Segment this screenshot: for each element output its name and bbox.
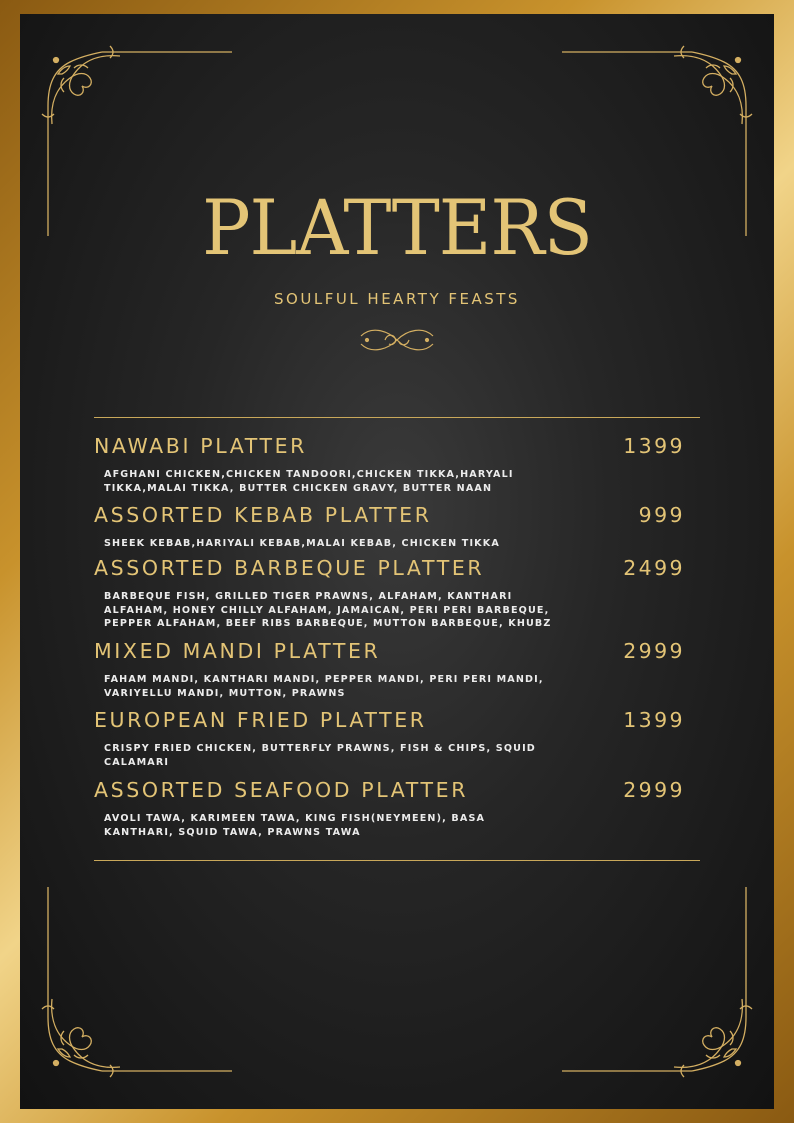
item-name: ASSORTED BARBEQUE PLATTER <box>94 556 485 580</box>
item-price: 1399 <box>623 434 685 458</box>
item-name: ASSORTED KEBAB PLATTER <box>94 503 432 527</box>
item-description: AFGHANI CHICKEN,CHICKEN TANDOORI,CHICKEN TIKKA,HARYALI TIKKA,MALAI TIKKA, BUTTER CHICKEN GRAVY, BUTTER NAAN <box>104 469 514 494</box>
item-name: NAWABI PLATTER <box>94 434 308 458</box>
item-price: 2999 <box>623 639 685 663</box>
menu-item <box>94 434 688 503</box>
item-name: MIXED MANDI PLATTER <box>94 639 381 663</box>
item-description: BARBEQUE FISH, GRILLED TIGER PRAWNS, ALFAHAM, KANTHARI ALFAHAM, HONEY CHILLY ALFAHAM, JAMAICAN, PERI PERI BARBEQUE, PEPPER ALFAHAM, BEEF RIBS BARBEQUE, MUTTON BARBEQUE, KHUBZ <box>104 591 552 629</box>
menu-item <box>94 639 688 708</box>
page-title: PLATTERS <box>202 183 592 273</box>
item-description: FAHAM MANDI, KANTHARI MANDI, PEPPER MANDI, PERI PERI MANDI, VARIYELLU MANDI, MUTTON, PRAWNS <box>104 674 544 699</box>
item-name: EUROPEAN FRIED PLATTER <box>94 708 427 732</box>
menu-list <box>94 434 688 847</box>
menu-item <box>94 503 688 556</box>
menu-item <box>94 556 688 639</box>
divider-bottom <box>94 860 700 861</box>
item-name: ASSORTED SEAFOOD PLATTER <box>94 778 469 802</box>
item-description: CRISPY FRIED CHICKEN, BUTTERFLY PRAWNS, FISH & CHIPS, SQUID CALAMARI <box>104 743 536 768</box>
menu-page <box>20 14 774 1109</box>
corner-ornament-icon <box>534 859 754 1079</box>
menu-item <box>94 708 688 778</box>
item-price: 999 <box>638 503 685 527</box>
item-price: 2499 <box>623 556 685 580</box>
item-price: 1399 <box>623 708 685 732</box>
item-price: 2999 <box>623 778 685 802</box>
divider-top <box>94 417 700 418</box>
item-description: SHEEK KEBAB,HARIYALI KEBAB,MALAI KEBAB, CHICKEN TIKKA <box>104 538 500 549</box>
menu-item <box>94 778 688 847</box>
page-subtitle: SOULFUL HEARTY FEASTS <box>274 290 520 308</box>
corner-ornament-icon <box>40 859 260 1079</box>
item-description: AVOLI TAWA, KARIMEEN TAWA, KING FISH(NEYMEEN), BASA KANTHARI, SQUID TAWA, PRAWNS TAWA <box>104 813 486 838</box>
flourish-icon <box>357 322 437 358</box>
